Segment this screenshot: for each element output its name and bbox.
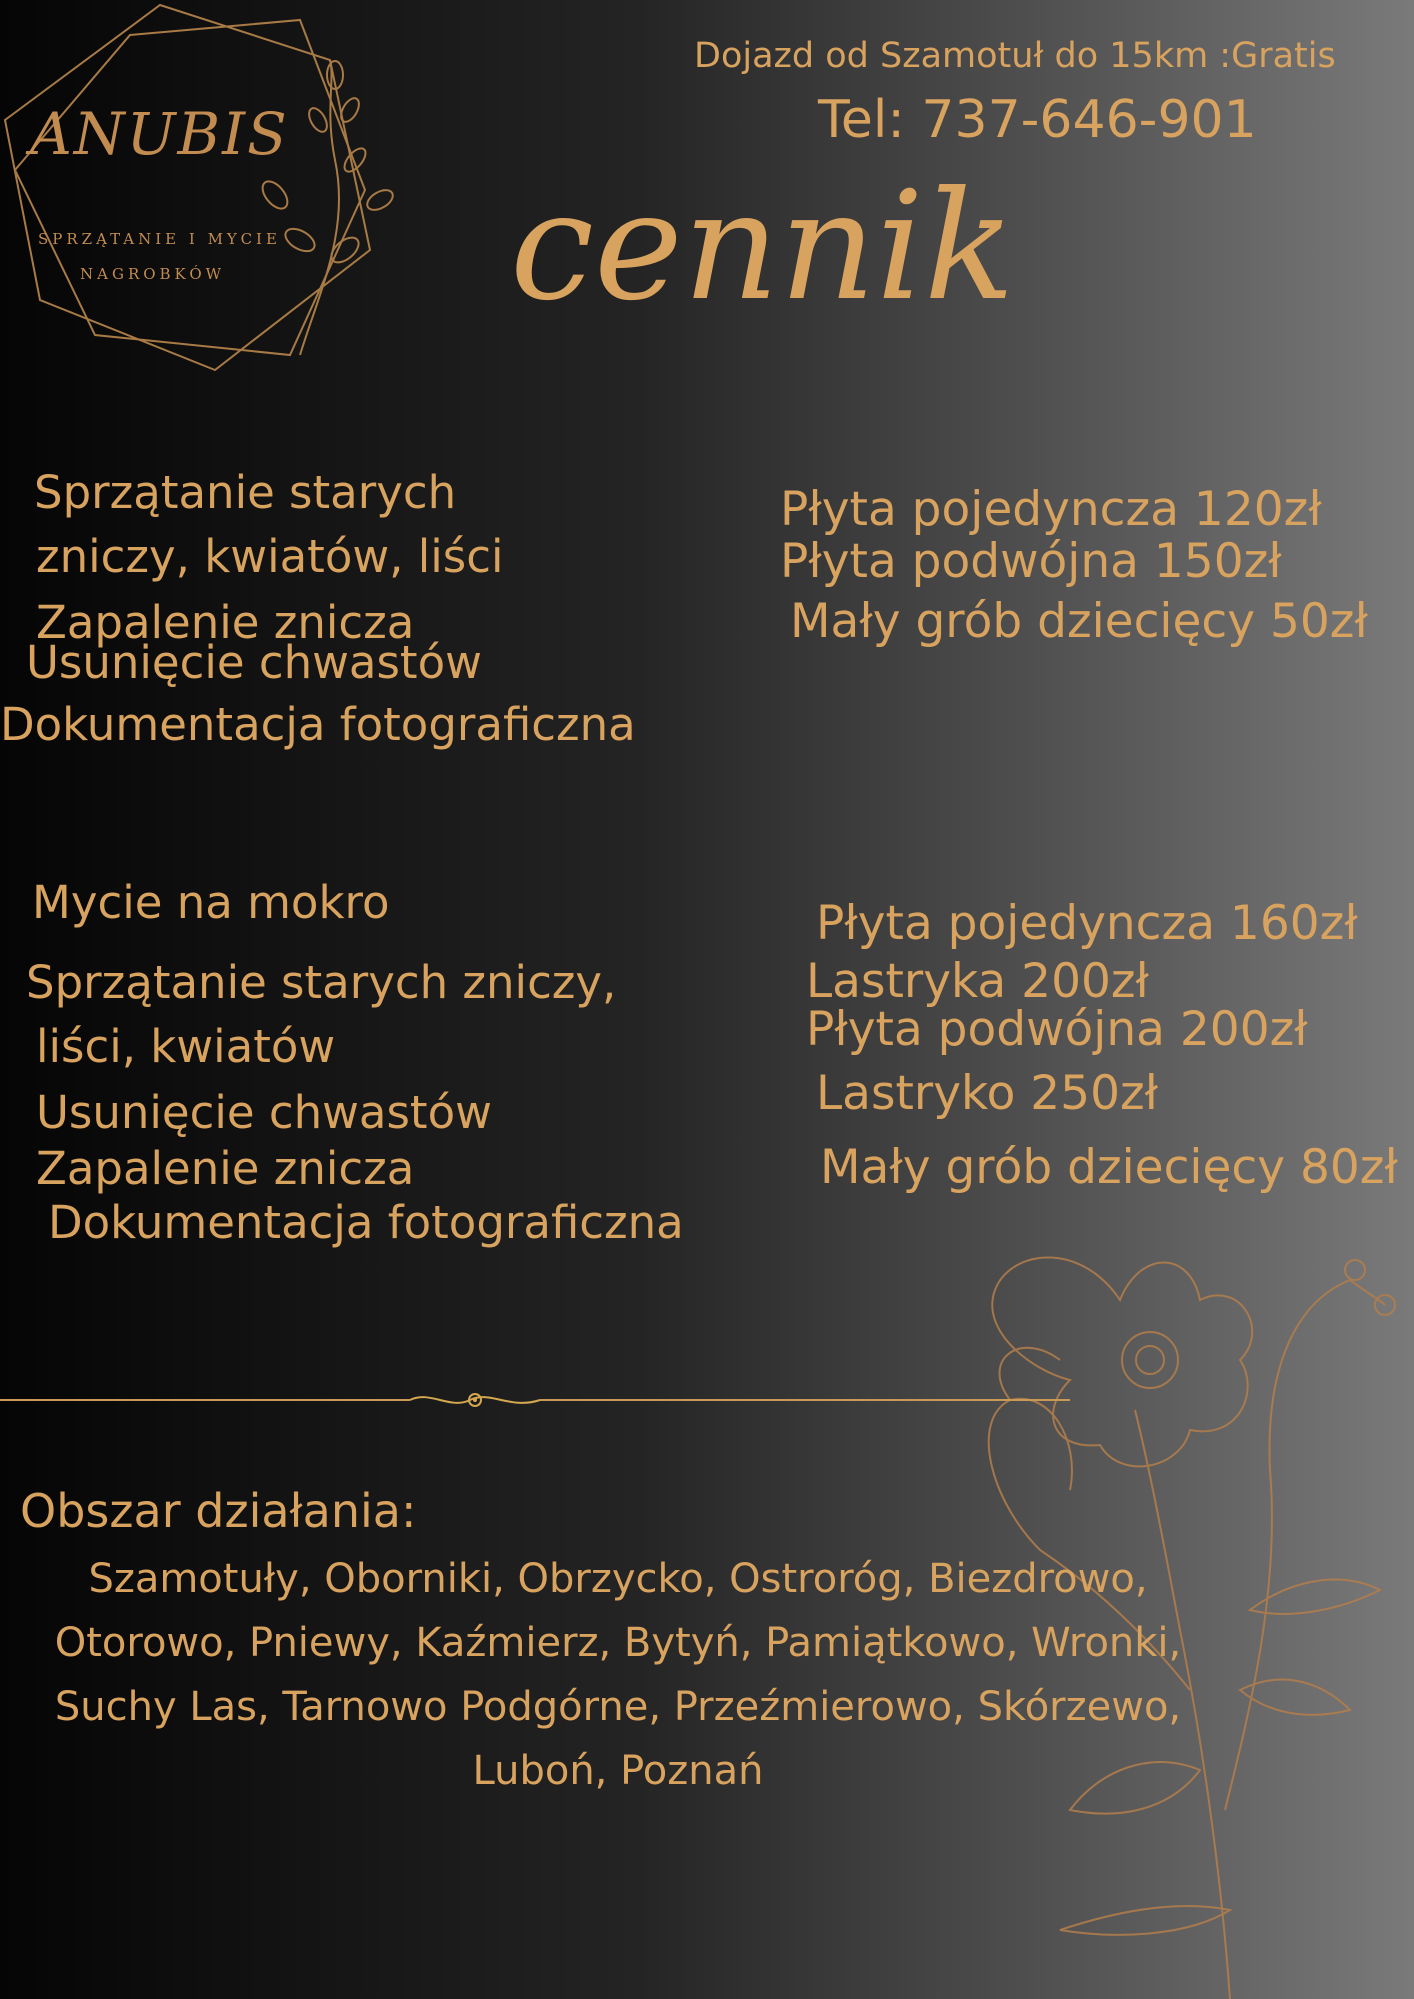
basic-service-3: Zapalenie znicza — [36, 596, 415, 649]
basic-price-1: Płyta pojedyncza 120zł — [780, 482, 1322, 537]
basic-price-2: Płyta podwójna 150zł — [780, 534, 1282, 589]
page-title: cennik — [510, 160, 1015, 334]
floral-wreath-icon — [0, 0, 400, 380]
wet-price-2: Lastryka 200zł — [806, 954, 1149, 1009]
wet-price-4: Lastryko 250zł — [816, 1066, 1159, 1121]
basic-service-1: Sprzątanie starych — [34, 466, 457, 519]
brand-logo — [0, 0, 400, 380]
wet-service-1: Mycie na mokro — [32, 876, 390, 929]
service-area-heading: Obszar działania: — [20, 1484, 417, 1538]
logo-tagline-line1: SPRZĄTANIE I MYCIE — [38, 230, 281, 248]
basic-service-2: zniczy, kwiatów, liści — [36, 530, 504, 583]
basic-service-5: Dokumentacja fotograficzna — [0, 698, 636, 751]
wet-service-4: Usunięcie chwastów — [36, 1086, 492, 1139]
wet-price-5: Mały grób dziecięcy 80zł — [820, 1140, 1398, 1195]
travel-note: Dojazd od Szamotuł do 15km :Gratis — [694, 36, 1336, 76]
wet-service-2: Sprzątanie starych zniczy, — [26, 956, 617, 1009]
service-area-line-3: Suchy Las, Tarnowo Podgórne, Przeźmierowo, Skórzewo, — [54, 1684, 1182, 1730]
wet-service-6: Dokumentacja fotograficzna — [48, 1196, 684, 1249]
ornament-divider-icon — [0, 1385, 1070, 1415]
wet-service-5: Zapalenie znicza — [36, 1142, 415, 1195]
service-area-line-2: Otorowo, Pniewy, Kaźmierz, Bytyń, Pamiątkowo, Wronki, — [54, 1620, 1182, 1666]
wet-price-3: Płyta podwójna 200zł — [806, 1002, 1308, 1057]
phone-number: Tel: 737-646-901 — [818, 90, 1257, 150]
basic-price-3: Mały grób dziecięcy 50zł — [790, 594, 1368, 649]
logo-tagline-line2: NAGROBKÓW — [80, 265, 226, 283]
basic-service-4: Usunięcie chwastów — [26, 636, 482, 689]
flower-illustration-icon — [950, 1210, 1414, 1999]
wet-price-1: Płyta pojedyncza 160zł — [816, 896, 1358, 951]
logo-name: ANUBIS — [30, 100, 289, 168]
wet-service-3: liści, kwiatów — [36, 1020, 336, 1073]
service-area-line-4: Luboń, Poznań — [472, 1748, 764, 1794]
service-area-line-1: Szamotuły, Oborniki, Obrzycko, Ostroróg, Biezdrowo, — [88, 1556, 1148, 1602]
